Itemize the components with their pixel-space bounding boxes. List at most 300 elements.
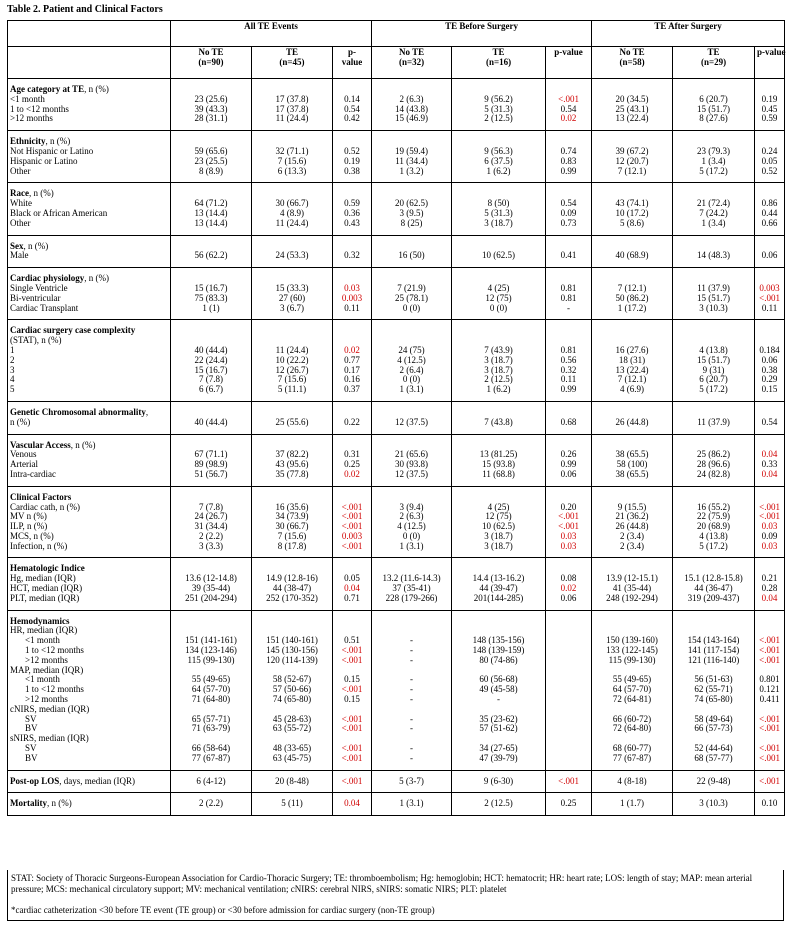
column-header-line: (n=90) bbox=[198, 56, 224, 67]
cell-value: 5 (17.2) bbox=[699, 384, 728, 395]
section-row bbox=[8, 268, 785, 320]
cell-value: 5 (17.2) bbox=[699, 165, 728, 176]
cell-value: 58 (52-67) bbox=[272, 674, 312, 685]
cell-value: 154 (143-164) bbox=[687, 635, 740, 646]
cell-value: 2 (6.3) bbox=[399, 511, 424, 522]
cell-value: 115 (99-130) bbox=[187, 654, 235, 665]
cell-value: 8 (27.6) bbox=[699, 113, 728, 124]
cell-value: 57 (50-66) bbox=[272, 684, 312, 695]
section-row bbox=[8, 320, 785, 402]
p-value: 0.10 bbox=[761, 798, 778, 809]
spacer-line bbox=[335, 326, 369, 336]
value-cell bbox=[171, 401, 252, 434]
cell-value: 10 (62.5) bbox=[482, 250, 516, 261]
p-value: 0.43 bbox=[344, 217, 360, 228]
cell-value: 65 (57-71) bbox=[191, 713, 231, 724]
cell-value: 6 (20.7) bbox=[699, 93, 728, 104]
row-label: Intra-cardiac bbox=[10, 468, 56, 479]
section-unit: , bbox=[145, 406, 149, 417]
p-value: <.001 bbox=[759, 775, 780, 786]
value-cell bbox=[372, 793, 452, 816]
cell-value: 0 (0) bbox=[402, 530, 421, 541]
section-title-continuation: (STAT), n (%) bbox=[10, 335, 62, 346]
value-cell bbox=[592, 268, 673, 320]
cell-value: 39 (43.3) bbox=[194, 103, 228, 114]
value-cell bbox=[592, 610, 673, 770]
value-cell bbox=[546, 770, 592, 793]
cell-value: 11 (24.4) bbox=[275, 113, 309, 124]
cell-value: 4 (13.8) bbox=[699, 530, 728, 541]
row-label: MCS, n (%) bbox=[10, 530, 54, 541]
row-label: Other bbox=[10, 165, 31, 176]
p-value: 0.73 bbox=[560, 217, 577, 228]
cell-value: 6 (20.7) bbox=[699, 374, 728, 385]
cell-value: - bbox=[410, 645, 414, 656]
section-label-cell bbox=[8, 793, 171, 816]
cell-value: 5 (31.3) bbox=[484, 103, 513, 114]
column-header-line: p- bbox=[348, 47, 357, 57]
row-label: ILP, n (%) bbox=[10, 521, 48, 532]
value-cell bbox=[452, 770, 546, 793]
cell-value: 12 (26.7) bbox=[275, 364, 309, 375]
p-value: 0.02 bbox=[560, 583, 577, 594]
value-cell bbox=[252, 320, 333, 402]
section-row bbox=[8, 770, 785, 793]
spacer-line bbox=[548, 617, 589, 627]
p-value: 0.36 bbox=[344, 207, 360, 218]
cell-value: 4 (25) bbox=[487, 282, 510, 293]
p-value: 0.54 bbox=[560, 198, 577, 209]
section-title: Mortality bbox=[10, 798, 47, 809]
cell-value: 4 (12.5) bbox=[397, 354, 426, 365]
row-label: Cardiac cath, n (%) bbox=[10, 501, 80, 512]
row-label: BV bbox=[25, 752, 38, 763]
section-label-cell bbox=[8, 401, 171, 434]
section-label-cell bbox=[8, 79, 171, 131]
column-header bbox=[755, 47, 785, 79]
cell-value: 62 (55-71) bbox=[694, 684, 733, 695]
row-label: SV bbox=[25, 743, 37, 754]
value-cell bbox=[592, 793, 673, 816]
value-cell bbox=[333, 793, 372, 816]
value-cell bbox=[333, 486, 372, 558]
cell-value: - bbox=[410, 674, 414, 685]
row-label: Bi-ventricular bbox=[10, 292, 61, 303]
p-value: <.001 bbox=[759, 752, 780, 763]
cell-value: 7 (12.1) bbox=[617, 374, 647, 385]
p-value bbox=[548, 724, 589, 734]
spacer-line bbox=[594, 617, 670, 627]
p-value: 0.26 bbox=[560, 449, 577, 460]
cell-value: 12 (75) bbox=[485, 511, 512, 522]
cell-value: 74 (65-80) bbox=[272, 694, 312, 705]
value-cell bbox=[252, 235, 333, 268]
p-value: 0.03 bbox=[344, 282, 360, 293]
p-value: 0.21 bbox=[761, 573, 778, 584]
p-value: 0.05 bbox=[344, 573, 360, 584]
p-value: <.001 bbox=[558, 775, 579, 786]
cell-value: 3 (18.7) bbox=[484, 364, 513, 375]
cell-value: - bbox=[410, 743, 414, 754]
cell-value: 5 (11) bbox=[281, 798, 303, 809]
p-value: 0.99 bbox=[560, 459, 577, 470]
p-value bbox=[548, 656, 589, 666]
cell-value: 13 (22.4) bbox=[615, 364, 649, 375]
cell-value: 15 (51.7) bbox=[697, 292, 731, 303]
p-value: 0.77 bbox=[344, 354, 360, 365]
cell-value: 64 (57-70) bbox=[191, 684, 231, 695]
cell-value: 2 (3.4) bbox=[620, 540, 645, 551]
p-value: 0.20 bbox=[560, 501, 577, 512]
p-value: 0.66 bbox=[761, 217, 778, 228]
p-value: 0.05 bbox=[761, 155, 778, 166]
cell-value: 55 (49-65) bbox=[191, 674, 231, 685]
cell-value: 8 (17.8) bbox=[277, 540, 307, 551]
row-label: 4 bbox=[10, 374, 15, 385]
cell-value: 38 (65.5) bbox=[615, 449, 649, 460]
cell-value: 20 (62.5) bbox=[395, 198, 429, 209]
p-value: 0.86 bbox=[761, 198, 778, 209]
row-label: 1 to <12 months bbox=[10, 103, 69, 114]
column-header-line: p-value bbox=[757, 47, 786, 57]
row-label: 1 bbox=[10, 344, 15, 355]
value-cell bbox=[333, 183, 372, 235]
cell-value: 40 (44.4) bbox=[194, 416, 228, 427]
cell-value: 22 (9-48) bbox=[696, 775, 731, 786]
cell-value: 68 (57-77) bbox=[694, 752, 733, 763]
p-value: <.001 bbox=[759, 645, 780, 656]
p-value: 0.09 bbox=[761, 530, 778, 541]
p-value bbox=[548, 705, 589, 715]
cell-value: 35 (23-62) bbox=[479, 713, 518, 724]
cell-value: 7 (12.1) bbox=[617, 282, 647, 293]
cell-value: 8 (25) bbox=[400, 217, 423, 228]
section-label-cell bbox=[8, 235, 171, 268]
value-cell bbox=[372, 434, 452, 486]
p-value: 0.38 bbox=[761, 364, 778, 375]
cell-value: 148 (139-159) bbox=[472, 645, 525, 656]
cell-value: 20 (8-48) bbox=[275, 775, 309, 786]
p-value: 0.44 bbox=[761, 207, 778, 218]
cell-value: 60 (56-68) bbox=[479, 674, 518, 685]
value-cell bbox=[372, 79, 452, 131]
cell-value: 23 (25.6) bbox=[194, 93, 228, 104]
cell-value: 12 (75) bbox=[485, 292, 512, 303]
p-value: <.001 bbox=[558, 521, 579, 532]
section-title: Race bbox=[10, 188, 29, 199]
p-value: 0.81 bbox=[560, 344, 577, 355]
cell-value: 151 (141-161) bbox=[185, 635, 237, 646]
cell-value: 7 (7.8) bbox=[199, 501, 223, 512]
group-header: TE After Surgery bbox=[592, 21, 785, 47]
p-value bbox=[548, 754, 589, 764]
value-cell bbox=[546, 268, 592, 320]
cell-value: 145 (130-156) bbox=[266, 645, 318, 656]
cell-value: 40 (68.9) bbox=[615, 250, 649, 261]
cell-value: 80 (74-86) bbox=[479, 654, 518, 665]
value-cell bbox=[171, 131, 252, 183]
p-value: 0.31 bbox=[344, 449, 360, 460]
spacer-line bbox=[675, 326, 752, 336]
p-value bbox=[548, 646, 589, 656]
cell-value: 16 (55.2) bbox=[697, 501, 731, 512]
cell-value: 2 (6.3) bbox=[399, 93, 424, 104]
value-cell bbox=[252, 79, 333, 131]
value-cell bbox=[546, 79, 592, 131]
value-cell bbox=[452, 486, 546, 558]
column-header-line: TE bbox=[285, 47, 298, 57]
p-value: <.001 bbox=[759, 723, 780, 734]
spacer-line bbox=[173, 326, 249, 336]
value-cell bbox=[333, 558, 372, 610]
row-label: sNIRS, median (IQR) bbox=[10, 733, 89, 744]
cell-value: 16 (50) bbox=[398, 250, 425, 261]
section-row bbox=[8, 793, 785, 816]
p-value: 0.74 bbox=[560, 145, 577, 156]
cell-value: 30 (66.7) bbox=[275, 521, 309, 532]
cell-value: 9 (15.5) bbox=[617, 501, 647, 512]
cell-value: 51 (56.7) bbox=[194, 468, 228, 479]
row-label: cNIRS, median (IQR) bbox=[10, 703, 90, 714]
value-cell bbox=[252, 793, 333, 816]
cell-value: 21 (65.6) bbox=[395, 449, 429, 460]
cell-value: 75 (83.3) bbox=[194, 292, 228, 303]
section-row bbox=[8, 79, 785, 131]
value-cell bbox=[592, 401, 673, 434]
value-cell bbox=[755, 79, 785, 131]
cell-value: 25 (55.6) bbox=[275, 416, 309, 427]
column-header-line: p-value bbox=[554, 47, 583, 57]
cell-value: 25 (43.1) bbox=[615, 103, 649, 114]
cell-value: 24 (53.3) bbox=[275, 250, 309, 261]
p-value: 0.03 bbox=[560, 540, 577, 551]
spacer-line bbox=[454, 326, 543, 336]
value-cell bbox=[372, 268, 452, 320]
p-value: 0.15 bbox=[761, 384, 778, 395]
cell-value: 4 (25) bbox=[487, 501, 510, 512]
p-value: 0.15 bbox=[344, 694, 360, 705]
p-value: 0.121 bbox=[759, 684, 780, 695]
p-value: 0.03 bbox=[560, 530, 577, 541]
row-label: 5 bbox=[10, 384, 15, 395]
p-value: 0.45 bbox=[761, 103, 778, 114]
column-header bbox=[333, 47, 372, 79]
p-value: <.001 bbox=[759, 292, 780, 303]
p-value: <.001 bbox=[341, 684, 363, 695]
value-cell bbox=[452, 434, 546, 486]
p-value: <.001 bbox=[341, 723, 363, 734]
p-value: 0.003 bbox=[341, 292, 363, 303]
section-row bbox=[8, 235, 785, 268]
cell-value: 56 (51-63) bbox=[694, 674, 733, 685]
row-label: <1 month bbox=[10, 93, 45, 104]
value-cell bbox=[372, 320, 452, 402]
p-value: 0.06 bbox=[560, 592, 577, 603]
spacer-line bbox=[454, 617, 543, 627]
row-label: Venous bbox=[10, 449, 37, 460]
cell-value: 35 (77.8) bbox=[275, 468, 309, 479]
cell-value: 9 (31) bbox=[702, 364, 725, 375]
cell-value: 3 (18.7) bbox=[484, 217, 513, 228]
cell-value: 28 (31.1) bbox=[194, 113, 228, 124]
p-value: 0.41 bbox=[560, 250, 577, 261]
cell-value: 12 (37.5) bbox=[395, 468, 429, 479]
value-cell bbox=[755, 558, 785, 610]
p-value: <.001 bbox=[341, 713, 363, 724]
cell-value: - bbox=[410, 654, 414, 665]
cell-value: 49 (45-58) bbox=[479, 684, 518, 695]
value-cell bbox=[546, 434, 592, 486]
column-header-line: (n=45) bbox=[279, 56, 305, 67]
cell-value: 72 (64-81) bbox=[612, 694, 652, 705]
cell-value: 1 (3.4) bbox=[701, 217, 726, 228]
cell-value: 14.4 (13-16.2) bbox=[472, 573, 525, 584]
p-value: - bbox=[567, 302, 571, 313]
section-unit: , n (%) bbox=[45, 136, 71, 147]
cell-value: 7 (21.9) bbox=[397, 282, 426, 293]
corner-cell bbox=[8, 21, 171, 47]
row-label: HCT, median (IQR) bbox=[10, 583, 83, 594]
column-header-line: (n=32) bbox=[398, 56, 425, 67]
section-title: Cardiac physiology bbox=[10, 273, 85, 284]
cell-value: 6 (6.7) bbox=[199, 384, 223, 395]
section-title: Clinical Factors bbox=[10, 491, 72, 502]
value-cell bbox=[452, 235, 546, 268]
section-title: Post-op LOS bbox=[10, 775, 60, 786]
value-cell bbox=[592, 486, 673, 558]
cell-value: 15 (33.3) bbox=[275, 282, 309, 293]
row-label: 1 to <12 months bbox=[25, 684, 84, 695]
cell-value: 228 (179-266) bbox=[385, 592, 438, 603]
value-cell bbox=[546, 320, 592, 402]
column-header-line: No TE bbox=[398, 47, 425, 57]
row-label: HR, median (IQR) bbox=[10, 625, 78, 636]
p-value: 0.81 bbox=[560, 282, 577, 293]
row-label: BV bbox=[25, 723, 38, 734]
section-label-cell bbox=[8, 131, 171, 183]
cell-value: - bbox=[497, 694, 501, 705]
cell-value: 1 (3.2) bbox=[399, 165, 424, 176]
cell-value: 15.1 (12.8-15.8) bbox=[684, 573, 743, 584]
cell-value: 151 (140-161) bbox=[266, 635, 318, 646]
value-cell bbox=[755, 183, 785, 235]
row-label: 3 bbox=[10, 364, 15, 375]
value-cell bbox=[592, 770, 673, 793]
value-cell bbox=[171, 79, 252, 131]
value-cell bbox=[452, 183, 546, 235]
value-cell bbox=[333, 770, 372, 793]
cell-value: 120 (114-139) bbox=[266, 654, 318, 665]
value-cell bbox=[546, 131, 592, 183]
p-value bbox=[548, 744, 589, 754]
value-cell bbox=[333, 434, 372, 486]
cell-value: 71 (64-80) bbox=[191, 694, 231, 705]
cell-value: 15 (51.7) bbox=[697, 354, 731, 365]
column-header-line: (n=29) bbox=[700, 56, 727, 67]
cell-value: 38 (65.5) bbox=[615, 468, 649, 479]
cell-value: 3 (18.7) bbox=[484, 540, 513, 551]
p-value: 0.003 bbox=[341, 530, 363, 541]
p-value: <.001 bbox=[759, 511, 780, 522]
value-cell bbox=[673, 268, 755, 320]
column-header bbox=[673, 47, 755, 79]
cell-value: 2 (2.2) bbox=[199, 798, 223, 809]
cell-value: 0 (0) bbox=[402, 374, 421, 385]
p-value: 0.06 bbox=[761, 250, 778, 261]
cell-value: 37 (35-41) bbox=[392, 583, 431, 594]
row-label: <1 month bbox=[25, 674, 60, 685]
cell-value: 13 (14.4) bbox=[194, 217, 228, 228]
p-value: 0.51 bbox=[344, 635, 360, 646]
cell-value: 13.2 (11.6-14.3) bbox=[382, 573, 441, 584]
column-header-line: No TE bbox=[198, 47, 224, 57]
p-value: 0.19 bbox=[344, 155, 360, 166]
row-label: Cardiac Transplant bbox=[10, 302, 79, 313]
row-label: Single Ventricle bbox=[10, 282, 68, 293]
p-value: 0.68 bbox=[560, 416, 577, 427]
cell-value: 57 (51-62) bbox=[479, 723, 518, 734]
p-value: 0.54 bbox=[761, 416, 778, 427]
cell-value: 68 (60-77) bbox=[612, 743, 652, 754]
section-title-line bbox=[10, 799, 168, 809]
spacer-line bbox=[254, 617, 330, 627]
section-title-line bbox=[10, 242, 168, 252]
p-value bbox=[548, 675, 589, 685]
cell-value: 16 (35.6) bbox=[275, 501, 309, 512]
cell-value: 12 (37.5) bbox=[395, 416, 429, 427]
cell-value: 13 (14.4) bbox=[194, 207, 228, 218]
cell-value: 1 (3.1) bbox=[399, 540, 424, 551]
p-value bbox=[548, 626, 589, 636]
p-value bbox=[548, 636, 589, 646]
value-cell bbox=[372, 486, 452, 558]
p-value bbox=[548, 734, 589, 744]
value-cell bbox=[333, 268, 372, 320]
value-cell bbox=[452, 610, 546, 770]
p-value: <.001 bbox=[341, 521, 363, 532]
p-value: <.001 bbox=[341, 501, 363, 512]
p-value: 0.56 bbox=[560, 354, 577, 365]
p-value: 0.02 bbox=[344, 344, 360, 355]
cell-value: 5 (8.6) bbox=[620, 217, 645, 228]
column-header bbox=[171, 47, 252, 79]
p-value: 0.003 bbox=[759, 282, 780, 293]
cell-value: 11 (68.8) bbox=[482, 468, 515, 479]
p-value: <.001 bbox=[759, 743, 780, 754]
table-title: Table 2. Patient and Clinical Factors bbox=[7, 4, 163, 15]
group-header-row bbox=[8, 21, 785, 47]
p-value: 0.99 bbox=[560, 165, 577, 176]
cell-value: 2 (2.2) bbox=[199, 530, 223, 541]
spacer-line bbox=[757, 617, 782, 627]
cell-value: 58 (100) bbox=[616, 459, 648, 470]
row-label: >12 months bbox=[10, 113, 53, 124]
cell-value: 21 (36.2) bbox=[615, 511, 649, 522]
p-value bbox=[548, 695, 589, 705]
value-cell bbox=[755, 770, 785, 793]
cell-value: 3 (18.7) bbox=[484, 354, 513, 365]
cell-value: 28 (96.6) bbox=[697, 459, 731, 470]
value-cell bbox=[673, 183, 755, 235]
cell-value: 15 (93.8) bbox=[482, 459, 516, 470]
p-value: 0.04 bbox=[761, 449, 778, 460]
cell-value: 56 (62.2) bbox=[194, 250, 228, 261]
p-value: 0.71 bbox=[344, 592, 360, 603]
value-cell bbox=[372, 401, 452, 434]
section-title: Vascular Access bbox=[10, 439, 71, 450]
cell-value: 34 (73.9) bbox=[275, 511, 309, 522]
section-label-cell bbox=[8, 770, 171, 793]
